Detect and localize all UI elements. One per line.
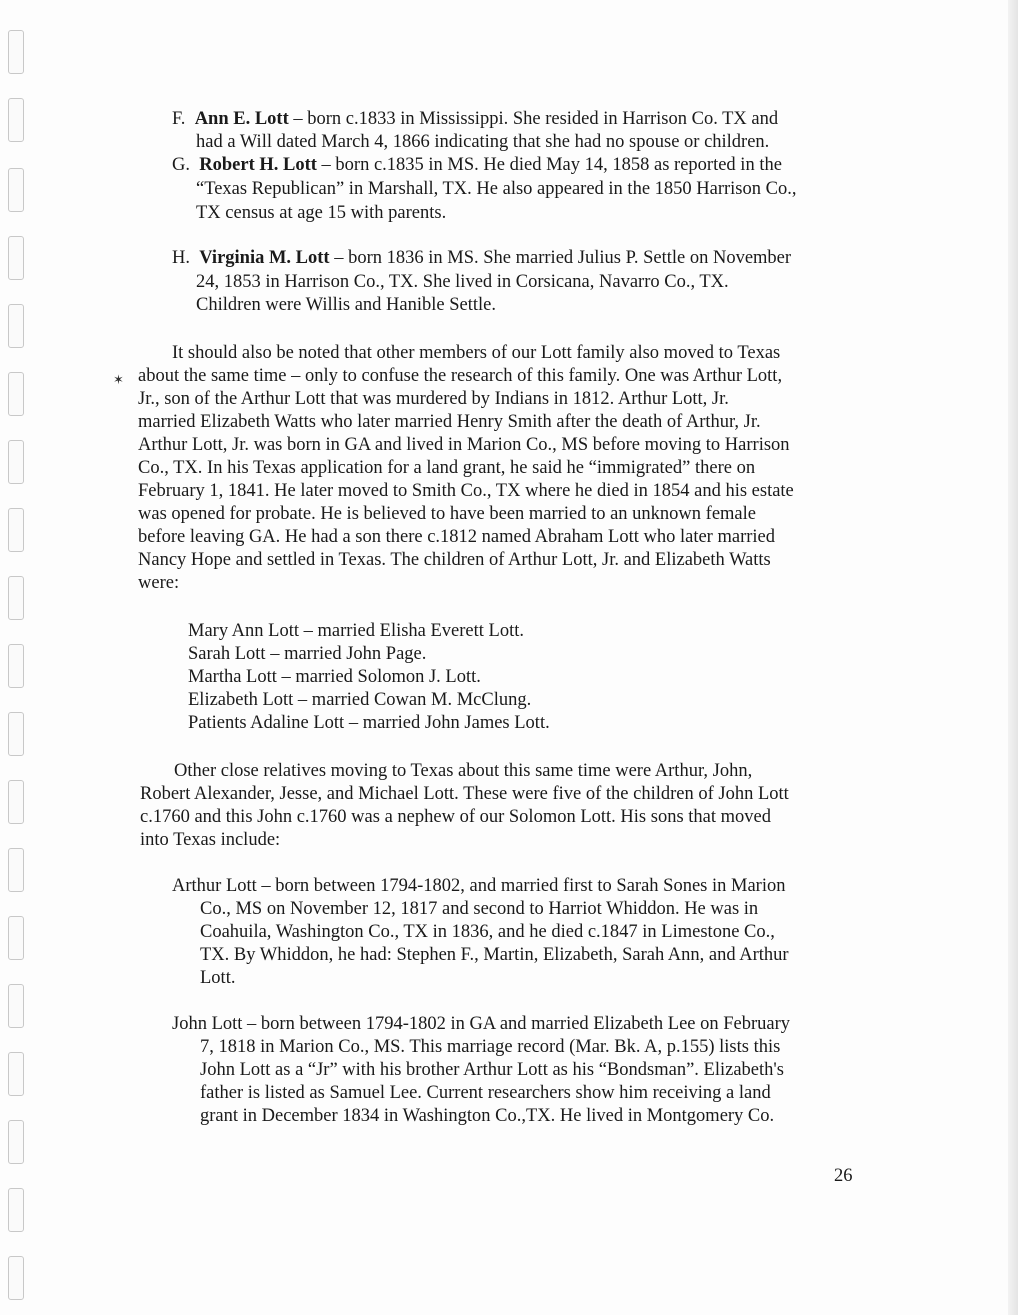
margin-mark: ✶ [113,372,124,387]
page-number: 26 [834,1166,853,1186]
children-list-item: Sarah Lott – married John Page. [188,644,427,664]
binder-hole [8,168,24,212]
paragraph-1-line: married Elizabeth Watts who later married Henry Smith after the death of Arthur, Jr. [138,412,761,432]
paragraph-1-line: were: [138,573,180,593]
son-entry-john-line: John Lott – born between 1794-1802 in GA and married Elizabeth Lee on February [172,1014,791,1034]
children-list-item: Elizabeth Lott – married Cowan M. McClung. [188,690,532,710]
paragraph-1-line: about the same time – only to confuse the research of this family. One was Arthur Lott, [138,366,783,386]
binder-hole [8,304,24,348]
list-item-g-line-2: “Texas Republican” in Marshall, TX. He also appeared in the 1850 Harrison Co., [196,179,797,199]
list-item-g-line-3: TX census at age 15 with parents. [196,203,447,223]
binder-hole [8,508,24,552]
paragraph-1-line: was opened for probate. He is believed to have been married to an unknown female [138,504,756,524]
binder-hole [8,780,24,824]
paragraph-1-line: It should also be noted that other members of our Lott family also moved to Texas [172,343,781,363]
paragraph-2-line: Robert Alexander, Jesse, and Michael Lott. These were five of the children of John Lott [140,784,789,804]
binder-hole [8,712,24,756]
son-entry-john-line: 7, 1818 in Marion Co., MS. This marriage record (Mar. Bk. A, p.155) lists this [200,1037,781,1057]
person-name: Robert H. Lott [199,155,317,175]
binder-holes [8,30,34,1310]
binder-hole [8,1052,24,1096]
children-list-item: Mary Ann Lott – married Elisha Everett Lott. [188,621,524,641]
person-name: Ann E. Lott [194,109,289,129]
son-entry-john-line: John Lott as a “Jr” with his brother Arthur Lott as his “Bondsman”. Elizabeth's [200,1060,784,1080]
binder-hole [8,576,24,620]
son-entry-john-line: father is listed as Samuel Lee. Current researchers show him receiving a land [200,1083,771,1103]
list-item-h-line-2: 24, 1853 in Harrison Co., TX. She lived in Corsicana, Navarro Co., TX. [196,272,729,292]
binder-hole [8,916,24,960]
paragraph-1-line: February 1, 1841. He later moved to Smith Co., TX where he died in 1854 and his estate [138,481,794,501]
binder-hole [8,440,24,484]
binder-hole [8,1256,24,1300]
binder-hole [8,30,24,74]
binder-hole [8,1120,24,1164]
paragraph-1-line: Jr., son of the Arthur Lott that was murdered by Indians in 1812. Arthur Lott, Jr. [138,389,729,409]
binder-hole [8,372,24,416]
person-name: Virginia M. Lott [199,248,330,268]
children-list-item: Patients Adaline Lott – married John James Lott. [188,713,550,733]
binder-hole [8,984,24,1028]
list-item-h-line-3: Children were Willis and Hanible Settle. [196,295,496,315]
son-entry-arthur-line: Lott. [200,968,236,988]
list-item-g-line-1: G. Robert H. Lott – born c.1835 in MS. He died May 14, 1858 as reported in the [172,155,782,175]
children-list-item: Martha Lott – married Solomon J. Lott. [188,667,481,687]
paragraph-1-line: Co., TX. In his Texas application for a land grant, he said he “immigrated” there on [138,458,756,478]
binder-hole [8,236,24,280]
paragraph-2-line: c.1760 and this John c.1760 was a nephew of our Solomon Lott. His sons that moved [140,807,771,827]
list-item-f-line-2: had a Will dated March 4, 1866 indicating that she had no spouse or children. [196,132,770,152]
paragraph-2-line: into Texas include: [140,830,281,850]
binder-hole [8,1188,24,1232]
list-item-h-line-1: H. Virginia M. Lott – born 1836 in MS. She married Julius P. Settle on November [172,248,792,268]
paragraph-1-line: Nancy Hope and settled in Texas. The children of Arthur Lott, Jr. and Elizabeth Watts [138,550,771,570]
paragraph-1-line: before leaving GA. He had a son there c.1812 named Abraham Lott who later married [138,527,775,547]
page-edge-shadow [1008,0,1018,1315]
paragraph-1-line: Arthur Lott, Jr. was born in GA and lived in Marion Co., MS before moving to Harrison [138,435,790,455]
son-entry-arthur-line: Coahuila, Washington Co., TX in 1836, and he died c.1847 in Limestone Co., [200,922,775,942]
paragraph-2-line: Other close relatives moving to Texas about this same time were Arthur, John, [174,761,753,781]
son-entry-john-line: grant in December 1834 in Washington Co.,TX. He lived in Montgomery Co. [200,1106,775,1126]
son-entry-arthur-line: Co., MS on November 12, 1817 and second to Harriot Whiddon. He was in [200,899,759,919]
binder-hole [8,848,24,892]
son-entry-arthur-line: Arthur Lott – born between 1794-1802, and married first to Sarah Sones in Marion [172,876,786,896]
binder-hole [8,644,24,688]
list-item-f-line-1: F. Ann E. Lott – born c.1833 in Mississippi. She resided in Harrison Co. TX and [172,109,779,129]
binder-hole [8,98,24,142]
son-entry-arthur-line: TX. By Whiddon, he had: Stephen F., Martin, Elizabeth, Sarah Ann, and Arthur [200,945,789,965]
